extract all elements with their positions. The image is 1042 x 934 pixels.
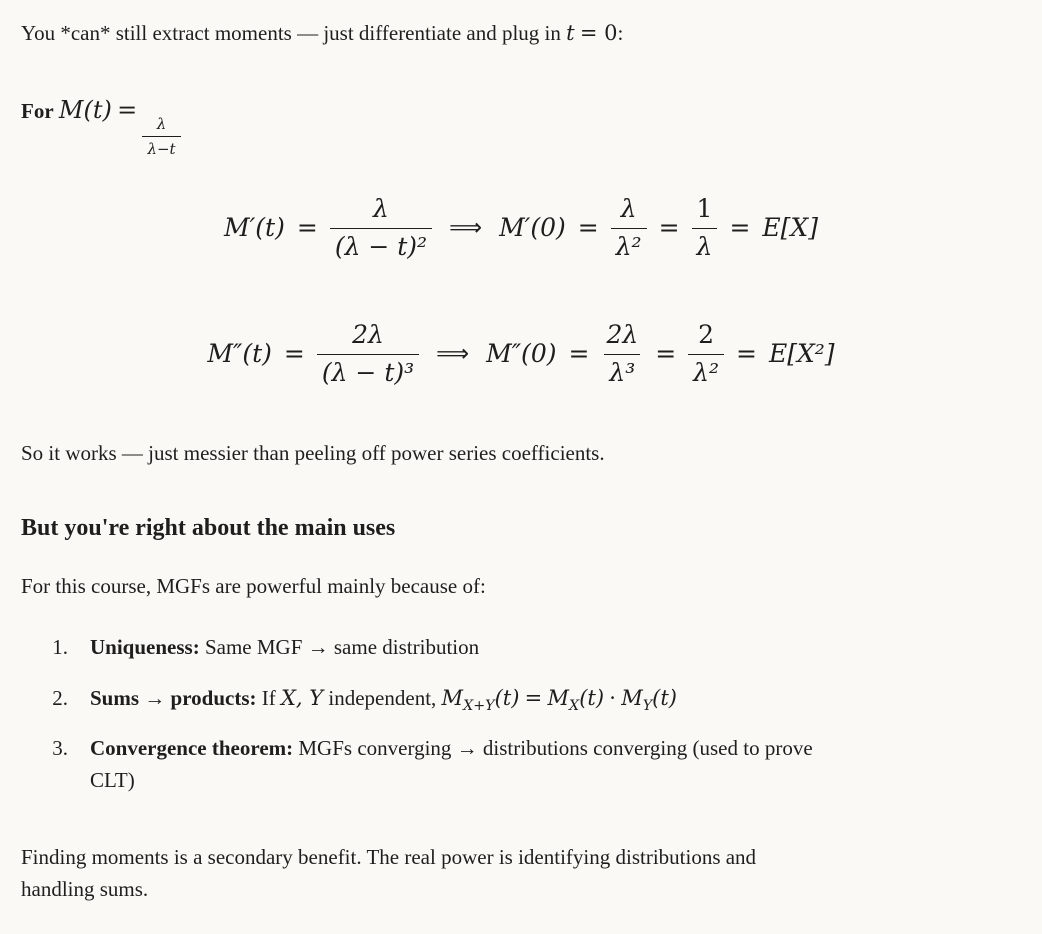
math-rhs: E[X²] [768,339,835,369]
math-m: M [621,685,643,710]
math-equals: = [296,213,318,243]
math-variable-t: t [566,21,575,45]
closing-paragraph [21,842,1021,905]
list-text: Same MGF → same distribution [204,635,480,660]
list-text-continuation: CLT) [90,767,135,792]
second-derivative-equation [21,320,1021,388]
list-text: independent, [328,685,437,710]
math-rhs: E[X] [762,213,818,243]
list-item-body [90,733,813,796]
list-number: 1. [52,635,68,660]
for-label: For [21,98,54,123]
intro-suffix: : [617,21,624,45]
for-statement [21,92,1021,159]
inline-fraction [142,115,180,159]
list-number: 2. [52,685,68,710]
display-fraction [601,320,643,388]
implies-arrow-icon: ⟹ [449,214,483,241]
math-equals: = [577,213,599,243]
display-fraction [692,194,718,262]
display-fraction [688,320,724,388]
list-item-sums-products [21,683,1021,715]
math-equals: = [117,95,138,124]
math-m: M [441,685,464,710]
math-subscript: Y [642,698,653,715]
list-term: Sums → products: [90,685,257,710]
math-equals: = [283,339,305,369]
math-subscript: X [569,698,580,715]
fraction-numerator: 2 [698,320,715,350]
course-paragraph: For this course, MGFs are powerful mainly because of: [21,573,486,598]
display-fraction [611,194,647,262]
display-fraction [330,194,432,262]
list-text: MGFs converging → distributions converging (used to prove [298,736,813,761]
intro-paragraph [21,18,1021,50]
math-lhs-at-zero: M″(0) [486,339,557,369]
implies-arrow-icon: ⟹ [436,340,470,367]
list-number: 3. [52,736,68,761]
list-item-convergence [21,733,1021,796]
math-equals: = [524,685,543,710]
section-heading: But you're right about the main uses [21,514,396,541]
fraction-numerator: λ [620,194,637,224]
math-equals-zero: = 0 [579,21,618,45]
fraction-denominator: λ² [688,354,724,389]
list-item-body [90,683,677,715]
math-equals: = [729,213,751,243]
math-lhs: M″(t) [207,339,272,369]
intro-text: You *can* still extract moments — just differentiate and plug in [21,21,561,45]
list-text: If [261,685,276,710]
math-equals: = [658,213,680,243]
fraction-denominator: λ [692,228,718,263]
fraction-numerator: 1 [696,194,713,224]
conclusion-paragraph: So it works — just messier than peeling off power series coefficients. [21,441,605,466]
math-lhs-at-zero: M′(0) [499,213,566,243]
first-derivative-equation [21,194,1021,262]
math-args: (t) [494,685,520,710]
math-equals: = [655,339,677,369]
math-lhs: M′(t) [224,213,285,243]
list-term: Convergence theorem: [90,736,294,761]
fraction-denominator: λ² [611,228,647,263]
math-args: (t) [579,685,605,710]
math-m: M [547,685,570,710]
fraction-numerator: 2λ [352,320,384,350]
list-item-uniqueness [21,632,1021,664]
fraction-numerator: 2λ [606,320,639,350]
fraction-denominator: (λ − t)³ [317,354,419,389]
closing-line1: Finding moments is a secondary benefit. The real power is identifying distributions and [21,845,757,870]
fraction-numerator: λ [373,194,389,224]
math-cdot: · [609,685,616,710]
math-equals: = [568,339,590,369]
list-item-body [90,632,479,664]
math-subscript: X+Y [463,698,495,715]
fraction-denominator: λ³ [604,354,640,389]
closing-line2: handling sums. [21,876,149,901]
math-args: (t) [652,685,677,710]
math-function: M(t) [58,95,112,124]
display-fraction [317,320,419,388]
benefits-list [21,632,1021,796]
math-equals: = [736,339,757,369]
fraction-numerator: λ [156,114,167,133]
math-variables: X, Y [280,685,324,710]
fraction-denominator: λ−t [142,136,180,158]
fraction-denominator: (λ − t)² [330,228,432,263]
list-term: Uniqueness: [90,635,200,660]
